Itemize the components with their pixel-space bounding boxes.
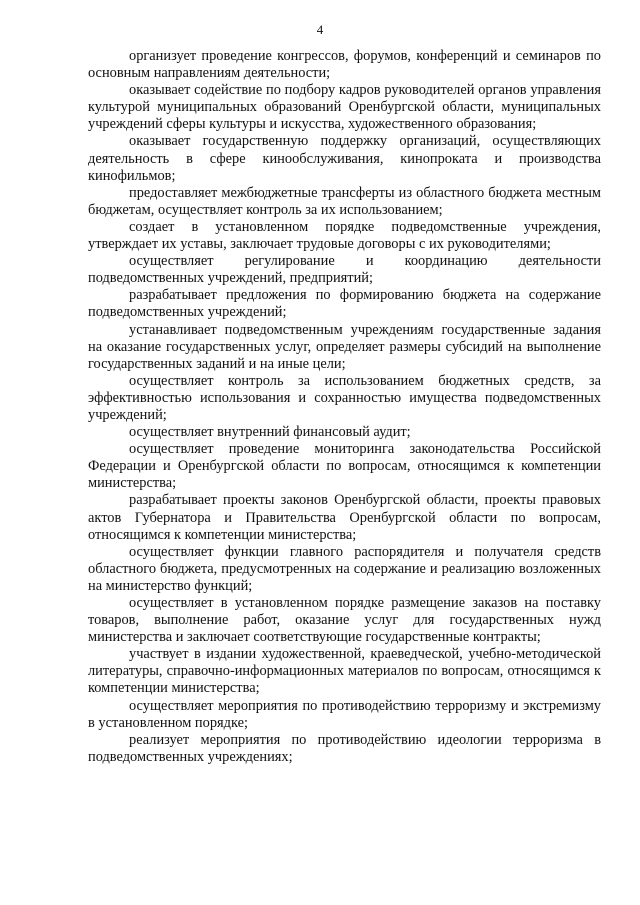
paragraph: разрабатывает предложения по формированию бюджета на содержание подведомственных учреждений; [88, 287, 601, 321]
paragraph: создает в установленном порядке подведомственные учреждения, утверждает их уставы, заключает трудовые договоры с их руководителями; [88, 218, 601, 253]
paragraph: предоставляет межбюджетные трансферты из областного бюджета местным бюджетам, осуществляет контроль за их использованием; [88, 184, 601, 218]
paragraph: осуществляет внутренний финансовый аудит; [129, 424, 411, 441]
paragraph: оказывает содействие по подбору кадров руководителей органов управления культурой муниципальных образований Оренбургской области, муниципальных учреждений сферы культуры и искусства, художественного образования; [88, 82, 601, 133]
paragraph: разрабатывает проекты законов Оренбургской области, проекты правовых актов Губернатора и Правительства Оренбургской области по вопросам, относящимся к компетенции министерства; [88, 492, 601, 543]
paragraph: осуществляет проведение мониторинга законодательства Российской Федерации и Оренбургской области по вопросам, относящимся к компетенции министерства; [88, 441, 601, 492]
paragraph: реализует мероприятия по противодействию идеологии терроризма в подведомственных учреждениях; [88, 731, 601, 765]
paragraph: оказывает государственную поддержку организаций, осуществляющих деятельность в сфере кинообслуживания, кинопроката и производства кинофильмов; [88, 133, 601, 184]
paragraph: осуществляет мероприятия по противодействию терроризму и экстремизму в установленном порядке; [88, 697, 601, 731]
paragraph: организует проведение конгрессов, форумов, конференций и семинаров по основным направлениям деятельности; [88, 48, 601, 82]
paragraph: осуществляет регулирование и координацию деятельности подведомственных учреждений, предприятий; [88, 253, 601, 287]
paragraph: осуществляет контроль за использованием бюджетных средств, за эффективностью использования и сохранностью имущества подведомственных учреждений; [88, 372, 601, 423]
paragraph: осуществляет в установленном порядке размещение заказов на поставку товаров, выполнение работ, оказание услуг для государственных нужд министерства и заключает соответствующие государственные контракты; [88, 595, 601, 646]
document-body [88, 48, 601, 766]
page-number: 4 [316, 22, 324, 37]
paragraph: осуществляет функции главного распорядителя и получателя средств областного бюджета, предусмотренных на содержание и реализацию возложенных на министерство функций; [88, 543, 601, 594]
paragraph: участвует в издании художественной, краеведческой, учебно-методической литературы, справочно-информационных материалов по вопросам, относящимся к компетенции министерства; [88, 646, 601, 697]
paragraph: устанавливает подведомственным учреждениям государственные задания на оказание государственных услуг, определяет размеры субсидий на выполнение государственных заданий и на иные цели; [88, 321, 601, 372]
